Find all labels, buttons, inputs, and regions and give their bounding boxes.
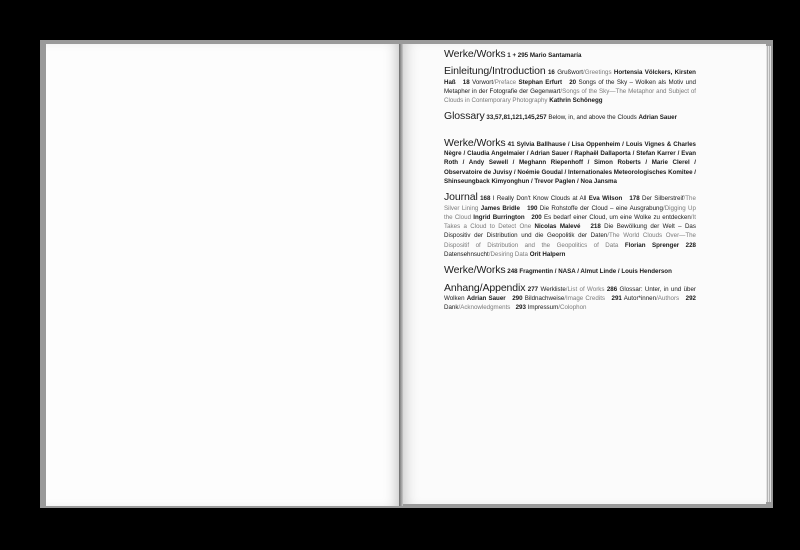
page-number: 1 + 295 <box>507 52 529 59</box>
left-page-blank <box>46 44 400 506</box>
toc-entry-works-3: Werke/Works 248 Fragmentin / NASA / Almut Linde / Louis Henderson <box>444 264 672 277</box>
toc-entry-introduction: Einleitung/Introduction 16 Grußwort/Greetings Hortensia Völckers, Kirsten Haß 18 Vorwort/Preface Stephan Erfurt 20 Songs of the Sky – Wolken als Motiv und Metapher in der Fotografie der Gegenwart/Songs of the Sky—The Metaphor and Subject of Clouds in Contemporary Photography Kathrin Schönegg <box>444 65 697 105</box>
section-heading: Werke/Works <box>444 264 506 277</box>
author-name: Mario Santamaría <box>529 52 582 59</box>
page-edges <box>766 46 771 502</box>
artist-list: Sylvia Ballhause / Lisa Oppenheim / Louis Vignes & Charles Nègre / Claudia Angelmaier / Adrian Sauer / Raphaël Dallaporta / Stefan Karrer / Evan Roth / Andy Sewell / Meghann Riepenhoff / Simon Roberts / Marie Clerel / Observatoire de Juvisy / Noémie Goudal / Internationales Meteorologisches Komitee / Shinseungback Kimyonghun / Trevor Paglen / Noa Jansma <box>444 140 696 185</box>
toc-entry-works-2: Werke/Works 41 Sylvia Ballhause / Lisa Oppenheim / Louis Vignes & Charles Nègre / Claudia Angelmaier / Adrian Sauer / Raphaël Dallaporta / Stefan Karrer / Evan Roth / Andy Sewell / Meghann Riepenhoff / Simon Roberts / Marie Clerel / Observatoire de Juvisy / Noémie Goudal / Internationales Meteorologisches Komitee / Shinseungback Kimyonghun / Trevor Paglen / Noa Jansma <box>444 136 696 185</box>
toc-entry-appendix: Anhang/Appendix 277 Werkliste/List of Works 286 Glossar: Unter, in und über Wolken Adrian Sauer 290 Bildnachweise/Image Credits 291 Autor*innen/Authors 292 Dank/Acknowledgments 293 Impressum/Colophon <box>444 281 696 312</box>
table-of-contents <box>444 50 696 313</box>
section-heading: Werke/Works <box>444 48 506 60</box>
section-heading: Journal <box>444 191 478 204</box>
artist-list: Fragmentin / NASA / Almut Linde / Louis Henderson <box>519 268 672 276</box>
section-heading: Einleitung/Introduction <box>444 65 546 78</box>
toc-entry-journal: Journal 168 I Really Don't Know Clouds at All Eva Wilson 178 Der Silberstreif/The Silver Lining James Bridle 190 Die Rohstoffe der Cloud – eine Ausgrabung/Digging Up the Cloud Ingrid Burrington 200 Es bedarf einer Cloud, um eine Wolke zu entdecken/It Takes a Cloud to Detect One Nicolas Malevé 218 Die Bewölkung der Welt – Das Dispositiv der Distribution und die Geopolitik der Daten/The World Clouds Over—The Dispositif of Distribution and the Geopolitics of Data Florian Sprenger 228 Datensehnsucht/Desiring Data Orit Halpern <box>444 191 696 259</box>
toc-entry-glossary: Glossary 33,57,81,121,145,257 Below, in, and above the Clouds Adrian Sauer <box>444 110 677 123</box>
section-heading: Anhang/Appendix <box>444 281 526 294</box>
section-heading: Werke/Works <box>444 136 506 149</box>
section-heading: Glossary <box>444 110 485 123</box>
toc-entry-works-1 <box>444 50 696 60</box>
